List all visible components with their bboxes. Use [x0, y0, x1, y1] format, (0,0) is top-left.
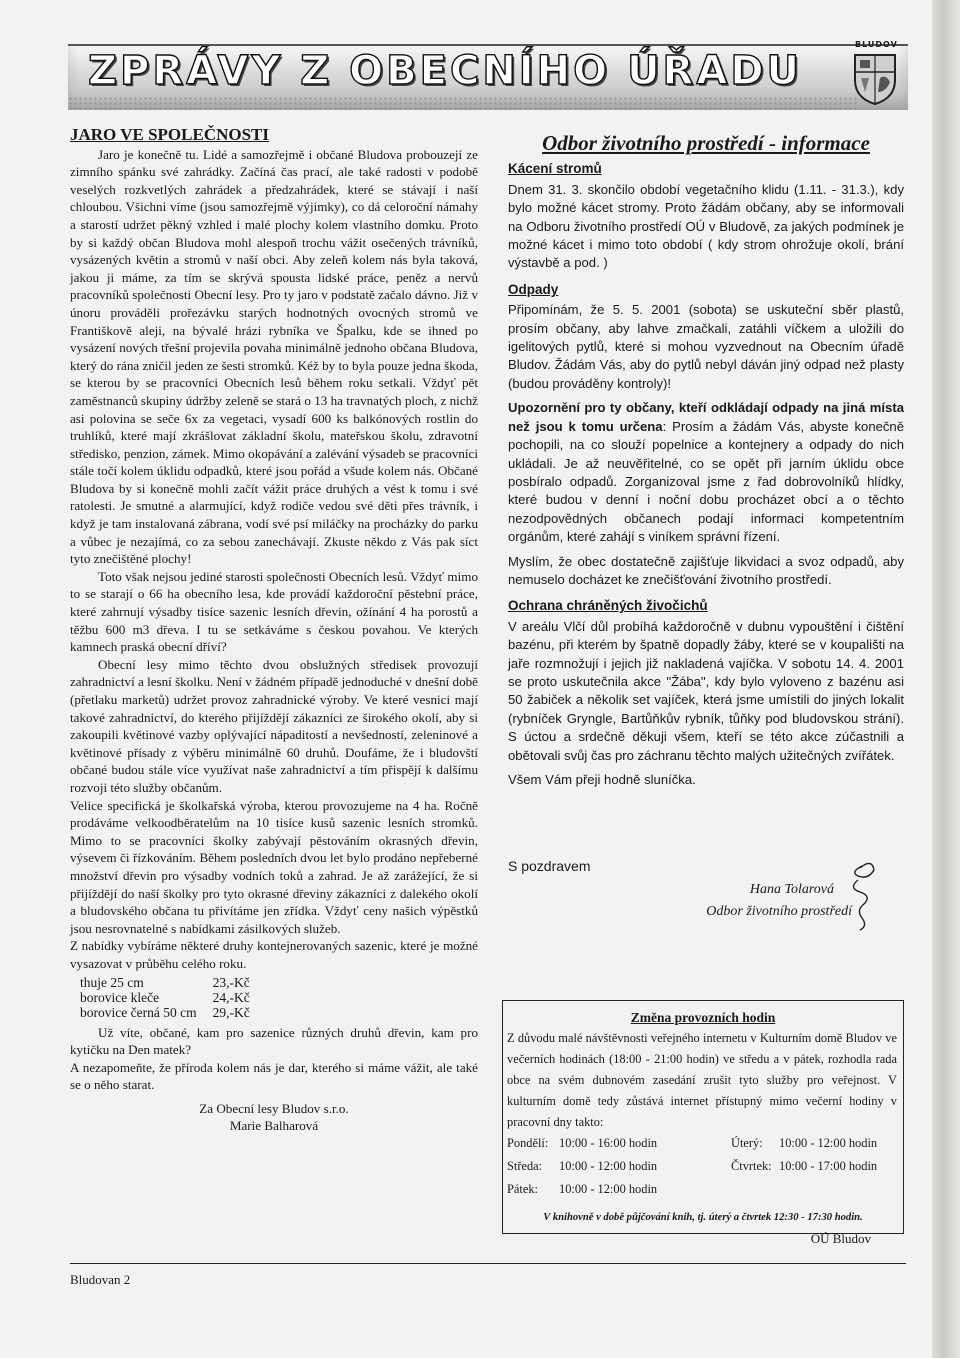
notice-signature: OÚ Bludov: [810, 1231, 871, 1246]
price-row: [80, 975, 250, 990]
price-row: [80, 990, 250, 1005]
schedule-hours: 10:00 - 16:00 hodin: [559, 1136, 658, 1150]
article-paragraph: Všem Vám přeji hodně sluníčka.: [508, 772, 696, 787]
section-title: Odbor životního prostředí - informace: [542, 131, 870, 155]
page-edge: [932, 0, 960, 1358]
footer-rule: [70, 1263, 906, 1264]
footer-issue: Bludovan 2: [70, 1272, 131, 1287]
article-left: [70, 126, 478, 1135]
price-item: borovice kleče: [80, 989, 160, 1005]
article-paragraph: Jaro je konečně tu. Lidé a samozřejmě i občané Bludova probouzejí ze zimního spánku své zahrádky. Začíná čas prací, ale také radosti v podobě veselých rozkvetlých zahrádek a předzahrádek, které se stávají i naší chloubou. Všichni víme (jsou samozřejmě výjimky), co dá celoroční námahy a starostí udržet pěkný vzhled i malé plochy kolem vlastního domku. Proto by si každý občan Bludova mohl alespoň trochu vážit osečených trávníků, vysázených květin a stromů v naší obci. Aby zeleň kolem nás byla taková, jakou ji máme, za tím se skrývá spousta lidské práce, peněz a nervů pracovníků společnosti Obecní lesy. Pro ty jaro v podstatě začalo dávno. Již v únoru prováděli prořezávku starých hodnotných ovocných stromů ve Františkově aleji, na bývalé hrázi rybníka ve Špalku, kde se ihned po vysázení nových třešní projevila povaha minimálně jednoho občana Bludova, který do rána zničil jeden ze šesti stromků. Kéž by to byla pouze jedna škoda, se kterou by se pracovníci Obecních lesů během roku setkali. Vždyť pět zaměstnanců skupiny údržby zeleně se stará o 13 ha travnatých ploch, z nichž asi polovina se seče 6x za vegetaci, vysadí 600 ks balkónových rostlin do truhlíků, které mají zkrášlovat základní školu, mateřskou školu, zdravotní středisko, penzion, zámek. Mimo okopávání a zalévání výsadeb se pracovníci stále točí kolem úklidu odpadků, které jsou pořád a všude kolem nás. Občané Bludova by si konečně mohli začít vážit práce druhých a vést k tomu i své ratolesti. Je smutné a alarmující, když rodiče vedou své děti přes trávník, i když je tam instalovaná zábrana, vodí své psí miláčky na procházky do parku a vůbec je nezajímá, co za sebou zanechávají. Zkuste někdo z Vás pak síct tyto znečištěné plochy!: [70, 146, 478, 567]
article-paragraph: Už víte, občané, kam pro sazenice různých druhů dřevin, kam pro kytičku na Den matek?: [70, 1024, 478, 1058]
article-heading: JARO VE SPOLEČNOSTI: [70, 125, 270, 144]
schedule-hours: 10:00 - 17:00 hodin: [779, 1159, 878, 1173]
page-title: ZPRÁVY Z OBECNÍHO ÚŘADU: [88, 48, 802, 94]
price-value: 23,-Kč: [212, 974, 250, 990]
schedule-day: Čtvrtek:: [731, 1159, 772, 1173]
schedule-day: Pátek:: [507, 1182, 538, 1196]
schedule-day: Pondělí:: [507, 1136, 549, 1150]
article-paragraph: Z nabídky vybíráme některé druhy kontejnerovaných sazenic, které je možné vysazovat v průběhu celého roku.: [70, 938, 478, 971]
article-paragraph: Myslím, že obec dostatečně zajišťuje likvidaci a svoz odpadů, aby nemuselo docházet ke znečišťování životního prostředí.: [508, 553, 904, 587]
schedule-day: Úterý:: [731, 1136, 763, 1150]
price-row: [80, 1005, 250, 1020]
price-list: [80, 975, 250, 1020]
article-paragraph: A nezapomeňte, že příroda kolem nás je dar, kterého si máme vážit, ale také se o něho starat.: [70, 1059, 478, 1093]
schedule-hours: 10:00 - 12:00 hodin: [779, 1136, 878, 1150]
article-paragraph: Připomínám, že 5. 5. 2001 (sobota) se uskuteční sběr plastů, prosím občany, aby lahve zmačkali, zatáhli víčkem a uložili do igelitových pytlů, které si mohou vyzvednout na Obecním úřadě Bludov. Žádám Vás, aby do pytlů nebyl dáván jiný odpad než plasty (budou prováděny kontroly)!: [508, 302, 904, 391]
notice-box: [502, 1000, 904, 1246]
article-paragraph: Toto však nejsou jediné starosti společnosti Obecních lesů. Vždyť mimo to se starají o 66 ha obecního lesa, kde provádí každoroční pěstební práce, které zahrnují výsadby tisíce sazenic lesních dřevin, ožínání 4 ha porostů a těžbu 600 m3 dřeva. I tu se setkáváme s českou povahou. Ve kterých kamnech praská obecní dříví?: [70, 568, 478, 655]
subsection-heading: Ochrana chráněných živočichů: [508, 598, 708, 614]
article-paragraph: Dnem 31. 3. skončilo období vegetačního klidu (1.11. - 31.3.), kdy bylo možné kácet stromy. Proto žádám občany, aby se informovali na Odboru životního prostředí OÚ v Bludově, za jakých podmínek je možné kácet i mimo toto období ( kdy strom ohrožuje okolí, brání výstavbě a pod. ): [508, 181, 904, 271]
schedule-day: Středa:: [507, 1159, 543, 1173]
schedule-hours: 10:00 - 12:00 hodin: [559, 1159, 658, 1173]
schedule-hours: 10:00 - 12:00 hodin: [559, 1182, 658, 1196]
notice-text: Z důvodu malé návštěvnosti veřejného internetu v Kulturním domě Bludov ve večerních hodinách (18:00 - 21:00 hodin) ve středu a v pátek, rozhodla rada obce na svém dubnovém zasedání zrušit tyto služby pro veřejnost. V kulturním domě tedy zůstává internet přístupný mimo večerní hodiny v pracovní dny takto:: [507, 1031, 897, 1129]
price-item: thuje 25 cm: [80, 974, 144, 990]
article-signature-org: Za Obecní lesy Bludov s.r.o.: [199, 1100, 349, 1116]
article-right: [508, 131, 904, 795]
notice-library-note: V knihovně v době půjčování knih, tj. úterý a čtvrtek 12:30 - 17:30 hodin.: [543, 1212, 863, 1223]
coat-of-arms-icon: [852, 52, 898, 106]
price-value: 29,-Kč: [212, 1004, 250, 1020]
signature-flourish-icon: [838, 858, 888, 932]
header-halftone: [68, 96, 858, 112]
schedule: [507, 1133, 903, 1203]
price-item: borovice černá 50 cm: [80, 1004, 197, 1020]
article-paragraph: Obecní lesy mimo těchto dvou obslužných středisek provozují zahradnictví a lesní školku. Není v žádném případě jednoduché v dnešní době (přetlaku marketů) udržet provoz zahradnické výroby. Ve které vesnici mají takové zahradnictví, do kterého přijíždějí zákazníci ze širokého okolí, aby si zakoupili květinové vazby oplývající nápaditostí a nevšedností, zeleninové a květinové přísady z výběru minimálně 60 druhů. Doufáme, že i bludovští občané budou stále více využívat naše zahradnictví a tím přispějí k dalšímu rozvoji této služby občanům.: [70, 656, 478, 795]
article-paragraph: Velice specifická je školkařská výroba, kterou provozujeme na 4 ha. Ročně prodáváme velkoodběratelům na 10 tisíce kusů sazenic lesních stromků. Mimo to se pracovníci školky zabývají pěstováním okrasných dřevin, výsevem či řízkováním. Během posledních dvou let bylo prodáno nepřeberné množství dřevin pro výsadby vodních toků a zahrad. Je až zarážející, že si přijíždějí do naší školky pro tyto okrasné dřeviny zákazníci z dalekého okolí a bludovského občana tu přivítáme jen zřídka. Vždyť ceny našich výpěstků jsou nesrovnatelné s nabídkami zásilkových služeb.: [70, 797, 478, 936]
closing-greeting: S pozdravem: [508, 858, 591, 874]
article-signature-name: Marie Balharová: [229, 1118, 319, 1134]
subsection-heading: Kácení stromů: [508, 161, 602, 177]
warning-paragraph: [508, 399, 904, 546]
subsection-heading: Odpady: [508, 281, 559, 297]
article-paragraph: V areálu Vlčí důl probíhá každoročně v dubnu vypouštění i čištění bazénu, při kterém by špatně dopadly žáby, které se v koupališti na jaře rozmnožují i jejich již nakladená vajíčka. V sobotu 14. 4. 2001 se proto uskutečnila akce "Žába", kdy bylo vyloveno z bazénu asi 50 žabiček a několik set vajíček, která jsme umístili do jiných lokalit (rybníček Gryngle, Bartůňkův rybník, tůňky pod bludovskou strání). S úctou a srdečně děkuji všem, kteří se této akce zúčastnili a obětovali svůj čas pro záchranu těchto malých užitečných zvířátek.: [508, 618, 904, 763]
closing-department: Odbor životního prostředí: [706, 904, 852, 919]
village-label: BLUDOV: [855, 40, 898, 49]
notice-title: Změna provozních hodin: [630, 1010, 776, 1025]
warning-text: : Prosím a žádám Vás, abyste konečně pochopili, na co slouží popelnice a kontejnery a odpady do nich ukládali. Je až neuvěřitelné, co se opět při jarním úklidu obce posbíralo odpadů. Zorganizoval jsme z řad dobrovolníků hlídky, které budou v denní i noční dobu procházet obcí a o těchto nezodpovědných občanech podají informaci kompetentním orgánům, které zahájí s viníkem správní řízení.: [508, 418, 904, 545]
price-value: 24,-Kč: [212, 989, 250, 1005]
warning-lead: Upozornění pro ty občany, kteří odkládají odpady na jiná místa než jsou k tomu určena: [508, 400, 904, 434]
closing-name: Hana Tolarová: [749, 882, 834, 897]
